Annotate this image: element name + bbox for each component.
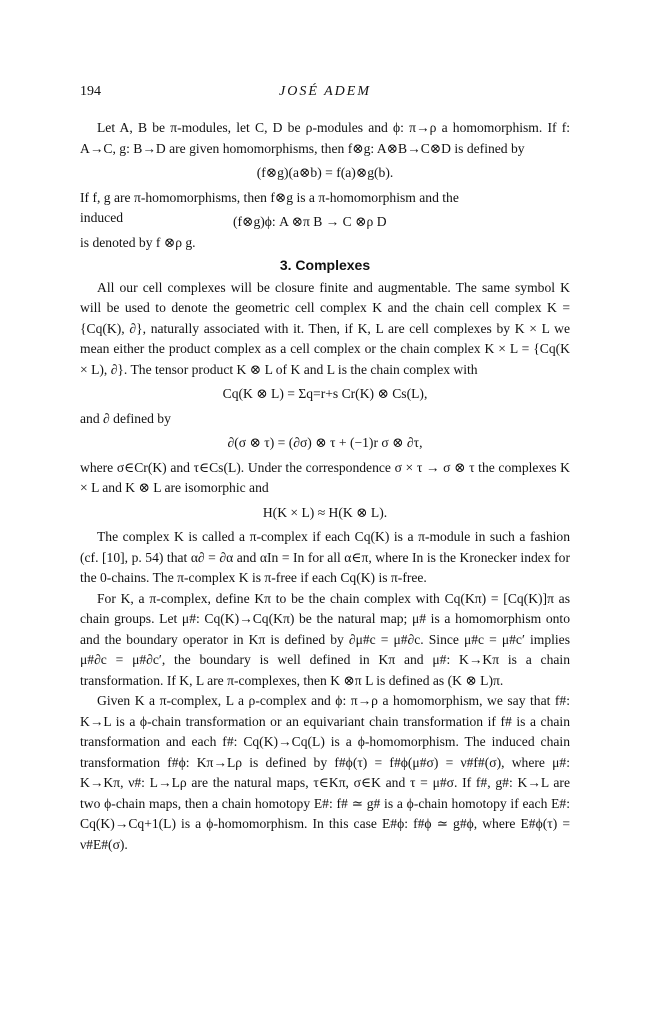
paragraph-cell-complexes: All our cell complexes will be closure finite and augmentable. The same symbol K will be used to denote the geometric cell complex K and the chain cell complex K = {Cq(K), ∂}, naturally associated with it. Then, if K, L are cell complexes by K × L we mean either the product complex as a cell complex or the chain complex K × L = {Cq(K × L), ∂}. The tensor product K ⊗ L of K and L is the chain complex with [80,279,570,377]
equation-boundary: ∂(σ ⊗ τ) = (∂σ) ⊗ τ + (−1)r σ ⊗ ∂τ, [227,435,423,450]
equation-tensor-map: (f⊗g)(a⊗b) = f(a)⊗g(b). [256,165,394,180]
equation-induced-map: (f⊗g)ϕ: A ⊗π B → C ⊗ρ D [233,214,387,229]
equation-homology-iso: H(K × L) ≈ H(K ⊗ L). [262,504,388,520]
paragraph-pi-complex: The complex K is called a π-complex if each Cq(K) is a π-module in such a fashion (cf. [10], p. 54) that α∂ = ∂α and αIn = In for all α∈π, where In is the Kronecker index for the 0-chains. The π-complex K is π-free if each Cq(K) is π-free. [80,529,570,585]
paragraph-tensor-product-definition: Let A, B be π-modules, let C, D be ρ-modules and ϕ: π→ρ a homomorphism. If f: A→C, g: B→D are given homomorphisms, then f⊗g: A⊗B→C⊗D is defined by [80,120,570,156]
running-head: JOSÉ ADEM [279,84,371,99]
page-header [80,84,570,108]
page-body [80,118,570,855]
paragraph-denoted-by: is denoted by f ⊗ρ g. [80,234,196,250]
paragraph-phi-chain-transformation: Given K a π-complex, L a ρ-complex and ϕ: π→ρ a homomorphism, we say that f#: K→L is a ϕ-chain transformation or an equivariant chain transformation if f# is a chain transformation and each f#: Cq(K)→Cq(L) is a ϕ-homomorphism. The induced chain transformation f#ϕ: Kπ→Lρ is defined by f#ϕ(τ) = f#ϕ(μ#σ) = ν#f#(σ), where μ#: K→Kπ, ν#: L→Lρ are the natural maps, τ∈Kπ, σ∈K and τ = μ#σ. If f#, g#: K→L are two ϕ-chain maps, then a chain homotopy E#: f# ≃ g# is a ϕ-chain homotopy if each E#: Cq(K)→Cq+1(L) is a ϕ-homomorphism. In this case E#ϕ: f#ϕ ≃ g#ϕ, where E#ϕ(τ) = ν#E#(σ). [80,693,570,852]
page-number: 194 [80,84,101,99]
equation-tensor-chain-groups: Cq(K ⊗ L) = Σq=r+s Cr(K) ⊗ Cs(L), [222,386,428,401]
page [80,84,570,855]
induced-label: induced [80,210,124,225]
paragraph-correspondence: where σ∈Cr(K) and τ∈Cs(L). Under the correspondence σ × τ → σ ⊗ τ the complexes K × L and K ⊗ L are isomorphic and [80,459,570,495]
paragraph-boundary-defined: and ∂ defined by [80,410,171,426]
section-title: 3. Complexes [279,257,371,273]
paragraph-pi-homomorphism: If f, g are π-homomorphisms, then f⊗g is a π-homomorphism and the [80,189,459,205]
paragraph-k-pi: For K, a π-complex, define Kπ to be the chain complex with Cq(Kπ) = [Cq(K)]π as chain groups. Let μ#: Cq(K)→Cq(Kπ) be the natural map; μ# is a homomorphism onto and the boundary operator in Kπ is defined by ∂μ#c = μ#∂c. Since μ#c = μ#c′ implies μ#∂c = μ#∂c′, the boundary is well defined in Kπ and μ#: K→Kπ is a chain transformation. If K, L are π-complexes, then K ⊗π L is defined as (K ⊗ L)π. [80,590,570,688]
induced-map-row [80,208,570,233]
